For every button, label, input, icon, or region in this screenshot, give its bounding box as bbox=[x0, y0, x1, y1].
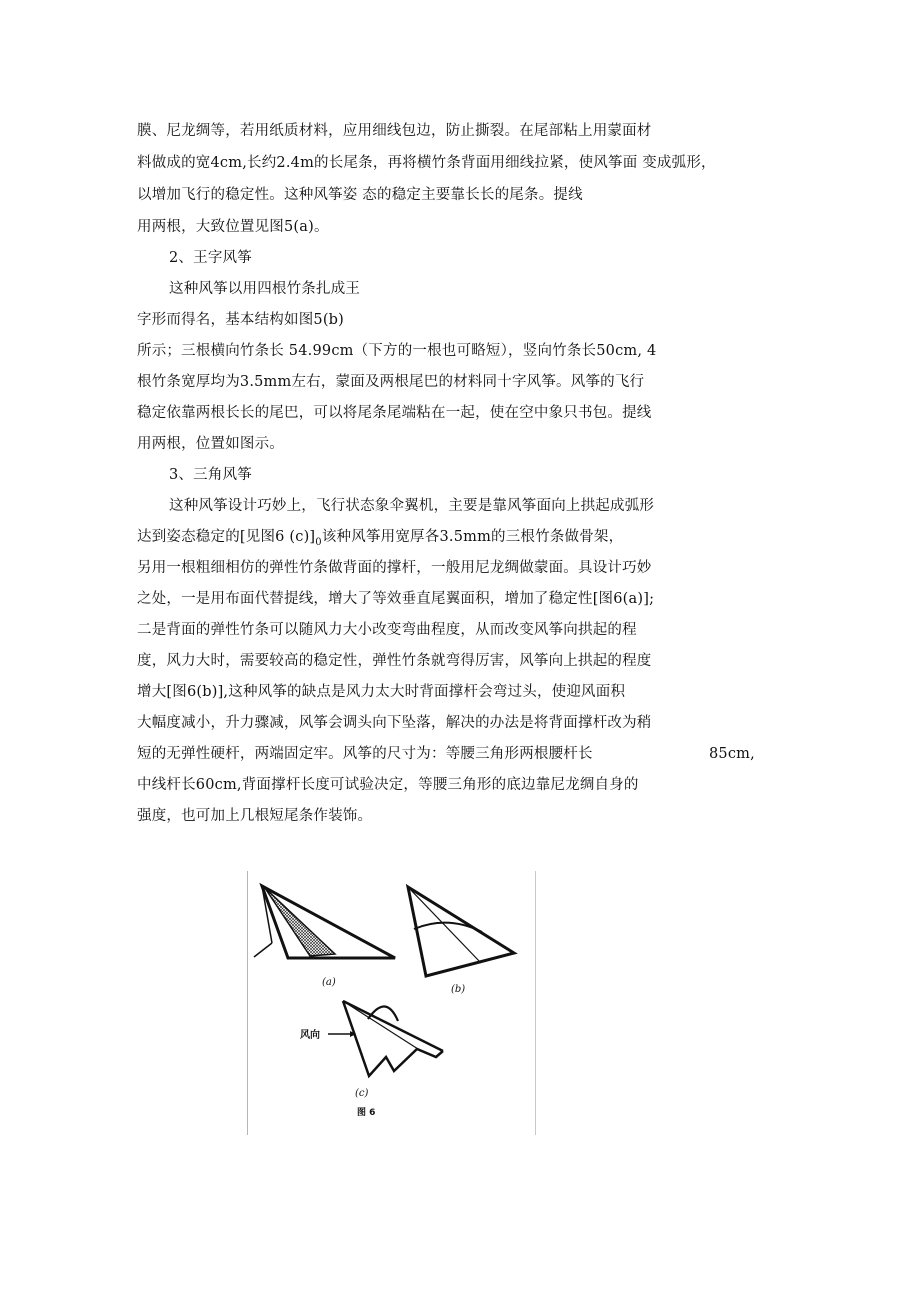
text-line-18: 度，风力大时，需要较高的稳定性，弹性竹条就弯得厉害，风筝向上拱起的程度 bbox=[137, 653, 652, 669]
text-line-9: 根竹条宽厚均为3.5mm左右，蒙面及两根尾巴的材料同十字风筝。风筝的飞行 bbox=[137, 374, 645, 390]
text-line-15: 另用一根粗细相仿的弹性竹条做背面的撑杆，一般用尼龙绸做蒙面。具设计巧妙 bbox=[137, 560, 652, 576]
text-line-14 bbox=[137, 527, 623, 553]
text-line-11: 用两根，位置如图示。 bbox=[137, 436, 284, 452]
kite-b-drawing bbox=[408, 887, 514, 976]
kite-a-drawing bbox=[254, 886, 395, 958]
text-line-1: 膜、尼龙绸等，若用纸质材料，应用细线包边，防止撕裂。在尾部粘上用蒙面材 bbox=[137, 123, 652, 139]
figure-label-b: (b) bbox=[451, 984, 466, 995]
text-line-19: 增大[图6(b)],这种风筝的缺点是风力太大时背面撑杆会弯过头，使迎风面积 bbox=[137, 684, 626, 700]
text-line-16: 之处，一是用布面代替提线，增大了等效垂直尾翼面积，增加了稳定性[图6(a)]; bbox=[137, 591, 655, 607]
text-line-3: 以增加飞行的稳定性。这种风筝姿 态的稳定主要靠长长的尾条。提线 bbox=[137, 187, 583, 203]
text-line-10: 稳定依靠两根长长的尾巴，可以将尾条尾端粘在一起，使在空中象只书包。提线 bbox=[137, 405, 652, 421]
figure-6-drawing bbox=[248, 871, 535, 1135]
text-line-22: 中线杆长60cm,背面撑杆长度可试验决定，等腰三角形的底边靠尼龙绸自身的 bbox=[137, 777, 639, 793]
text-line-20: 大幅度减小，升力骤减，风筝会调头向下坠落，解决的办法是将背面撑杆改为稍 bbox=[137, 715, 652, 731]
text-line-2: 料做成的宽4cm,长约2.4m的长尾条，再将横竹条背面用细线拉紧，使风筝面 变成弧形， bbox=[137, 155, 716, 171]
text-line-7: 字形而得名，基本结构如图5(b) bbox=[137, 312, 345, 328]
figure-caption: 图 6 bbox=[357, 1108, 376, 1118]
figure-label-c: (c) bbox=[355, 1088, 369, 1099]
figure-6 bbox=[247, 871, 536, 1135]
text-line-4: 用两根，大致位置见图5(a)。 bbox=[137, 219, 329, 235]
figure-label-a: (a) bbox=[322, 977, 336, 988]
text-line-6: 这种风筝以用四根竹条扎成王 bbox=[169, 281, 361, 297]
kite-c-drawing bbox=[328, 1001, 443, 1076]
text-line-14-part-2: 该种风筝用宽厚各3.5mm的三根竹条做骨架， bbox=[321, 529, 624, 545]
text-line-17: 二是背面的弹性竹条可以随风力大小改变弯曲程度，从而改变风筝向拱起的程 bbox=[137, 622, 637, 638]
text-line-13: 这种风筝设计巧妙上，飞行状态象伞翼机，主要是靠风筝面向上拱起成弧形 bbox=[169, 498, 655, 514]
text-line-23: 强度，也可加上几根短尾条作装饰。 bbox=[137, 808, 373, 824]
text-line-21: 短的无弹性硬杆，两端固定牢。风筝的尺寸为：等腰三角形两根腰杆长 bbox=[137, 746, 593, 762]
subscript-zero: 0 bbox=[315, 536, 322, 548]
text-line-14-part-1: 达到姿态稳定的[见图6 (c)] bbox=[137, 529, 316, 545]
text-line-8: 所示；三根横向竹条长 54.99cm（下方的一根也可略短），竖向竹条长50cm, 4 bbox=[137, 343, 657, 359]
section-heading-2: 2、王字风筝 bbox=[169, 250, 252, 266]
section-heading-3: 3、三角风筝 bbox=[169, 467, 252, 483]
text-line-21-end: 85cm, bbox=[709, 746, 755, 762]
wind-direction-label: 风向 bbox=[300, 1030, 320, 1041]
